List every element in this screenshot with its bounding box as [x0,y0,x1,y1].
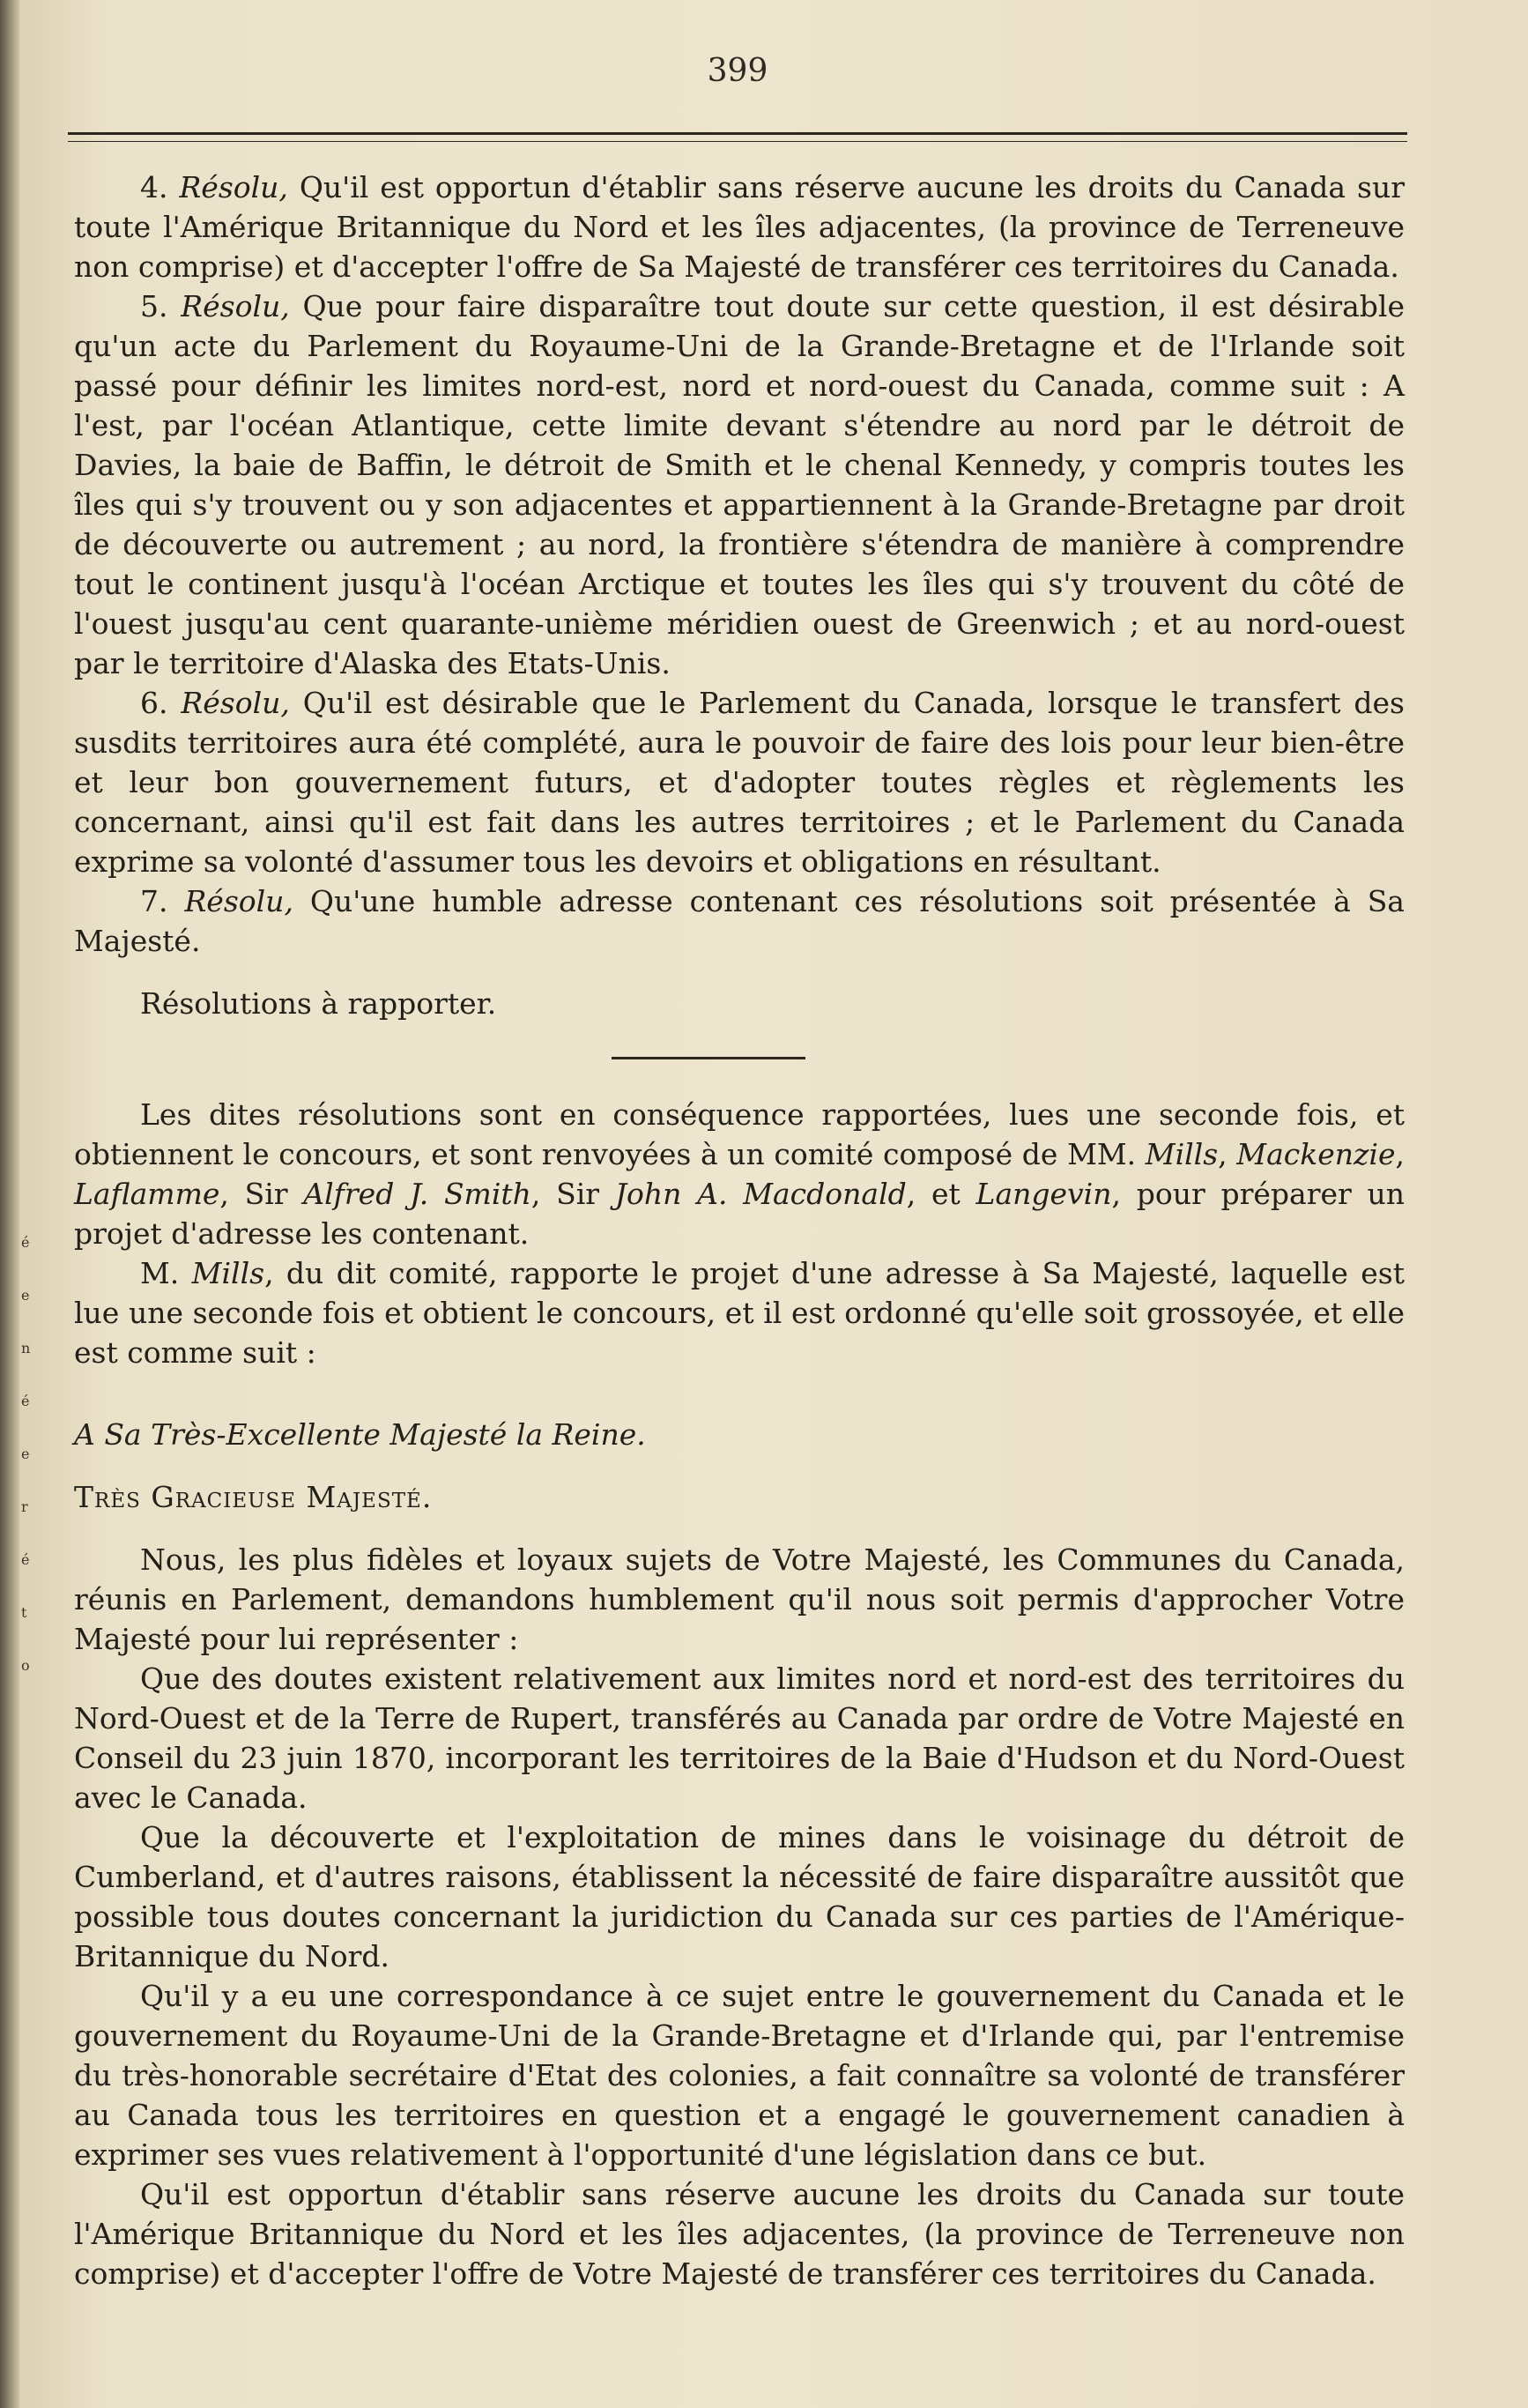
resolu-label: Résolu, [181,686,290,720]
resolu-label: Résolu, [181,289,290,323]
resolution-4 [74,167,1405,286]
resolution-number: 6. [140,686,168,720]
resolutions-report-line: Résolutions à rapporter. [140,986,497,1021]
resolution-7 [74,881,1405,961]
page-number: 399 [707,53,768,89]
resolution-text: Qu'il est désirable que le Parlement du Canada, lorsque le transfert des susdits territoires aura été complété, aura le pouvoir de faire des lois pour leur bien-être et leur bon gouvernement futurs, et d'adopter toutes règles et règlements les concernant, ainsi qu'il est fait dans les autres territoires ; et le Parlement du Canada exprime sa volonté d'assumer tous les devoirs et obligations en résultant. [74,686,1405,879]
resolution-text: Qu'il est opportun d'établir sans réserve aucune les droits du Canada sur toute l'Amérique Britannique du Nord et les îles adjacentes, (la province de Terreneuve non comprise) et d'accepter l'offre de Sa Majesté de transférer ces territoires du Canada. [74,170,1405,284]
mills-report-paragraph [74,1253,1405,1372]
member-name: John A. Macdonald [614,1177,907,1211]
resolution-text: Qu'une humble adresse contenant ces résolutions soit présentée à Sa Majesté. [74,884,1405,958]
header-rule-thin [68,141,1407,142]
resolu-label: Résolu, [179,170,288,204]
margin-mark: o [21,1657,30,1674]
member-name: Mackenzie [1236,1137,1396,1171]
margin-mark: e [21,1287,30,1304]
report-text: , [1218,1137,1237,1171]
address-paragraph: Qu'il y a eu une correspondance à ce sujet entre le gouvernement du Canada et le gouvernement du Royaume-Uni de la Grande-Bretagne et d'Irlande qui, par l'entremise du très-honorable secrétaire d'Etat des colonies, a fait connaître sa volonté de transférer au Canada tous les territoires en question et a engagé le gouvernement canadien à exprimer ses vues relativement à l'opportunité d'une législation dans ce but. [74,1979,1405,2172]
member-name: Mills [1145,1137,1219,1171]
header-rule [68,132,1407,135]
member-name: Laflamme [74,1177,220,1211]
address-paragraph: Qu'il est opportun d'établir sans réserve aucune les droits du Canada sur toute l'Amérique Britannique du Nord et les îles adjacentes, (la province de Terreneuve non comprise) et d'accepter l'offre de Votre Majesté de transférer ces territoires du Canada. [74,2177,1405,2291]
report-text: , du dit comité, rapporte le projet d'une adresse à Sa Majesté, laquelle est lue une seconde fois et obtient le concours, et il est ordonné qu'elle soit grossoyée, et elle est comme suit : [74,1256,1405,1370]
member-name: Langevin [975,1177,1112,1211]
resolution-number: 5. [140,289,168,323]
salutation: Très Gracieuse Majesté. [74,1480,433,1514]
resolu-label: Résolu, [184,884,293,918]
margin-mark: r [21,1498,28,1515]
report-text: M. [140,1256,192,1290]
member-name: Mills [191,1256,265,1290]
document-page [19,0,1528,2408]
report-text: Les dites résolutions sont en conséquence rapportées, lues une seconde fois, et obtiennent le concours, et sont renvoyées à un comité composé de MM. [74,1097,1405,1171]
member-name: Alfred J. Smith [303,1177,531,1211]
margin-mark: é [21,1393,30,1409]
resolution-text: Que pour faire disparaître tout doute sur cette question, il est désirable qu'un acte du Parlement du Royaume-Uni de la Grande-Bretagne et de l'Irlande soit passé pour définir les limites nord-est, nord et nord-ouest du Canada, comme suit : A l'est, par l'océan Atlantique, cette limite devant s'étendre au nord par le détroit de Davies, la baie de Baffin, le détroit de Smith et le chenal Kennedy, y compris toutes les îles qui s'y trouvent ou y son adjacentes et appartiennent à la Grande-Bretagne par droit de découverte ou autrement ; au nord, la frontière s'étendra de manière à comprendre tout le continent jusqu'à l'océan Arctique et toutes les îles qui s'y trouvent du côté de l'ouest jusqu'au cent quarante-unième méridien ouest de Greenwich ; et au nord-ouest par le territoire d'Alaska des Etats-Unis. [74,289,1405,680]
margin-mark: é [21,1234,30,1251]
margin-mark: é [21,1551,30,1568]
resolution-6 [74,683,1405,881]
address-paragraph: Que la découverte et l'exploitation de mines dans le voisinage du détroit de Cumberland, et d'autres raisons, établissent la nécessité de faire disparaître aussitôt que possible tous doutes concernant la juridiction du Canada sur ces parties de l'Amérique-Britannique du Nord. [74,1820,1405,1973]
margin-mark: t [21,1604,27,1621]
resolution-number: 4. [140,170,168,204]
body-text [74,167,1405,2293]
report-text: , Sir [530,1177,615,1211]
section-separator [612,1057,805,1059]
resolution-number: 7. [140,884,168,918]
address-paragraph: Que des doutes existent relativement aux limites nord et nord-est des territoires du Nord-Ouest et de la Terre de Rupert, transférés au Canada par ordre de Votre Majesté en Conseil du 23 juin 1870, incorporant les territoires de la Baie d'Hudson et du Nord-Ouest avec le Canada. [74,1661,1405,1815]
margin-mark: e [21,1446,30,1462]
margin-mark: n [21,1340,31,1356]
report-text: , pour préparer un projet d'adresse les contenant. [74,1177,1406,1251]
address-paragraph: Nous, les plus fidèles et loyaux sujets de Votre Majesté, les Communes du Canada, réunis en Parlement, demandons humblement qu'il nous soit permis d'approcher Votre Majesté pour lui représenter : [74,1542,1405,1656]
report-text: , [1395,1137,1405,1171]
report-paragraph [74,1095,1405,1253]
book-binding-edge [0,0,19,2408]
report-text: , Sir [219,1177,304,1211]
address-title: A Sa Très-Excellente Majesté la Reine. [74,1417,646,1452]
resolution-5 [74,286,1405,683]
margin-marks [21,1216,37,1692]
report-text: , et [906,1177,976,1211]
